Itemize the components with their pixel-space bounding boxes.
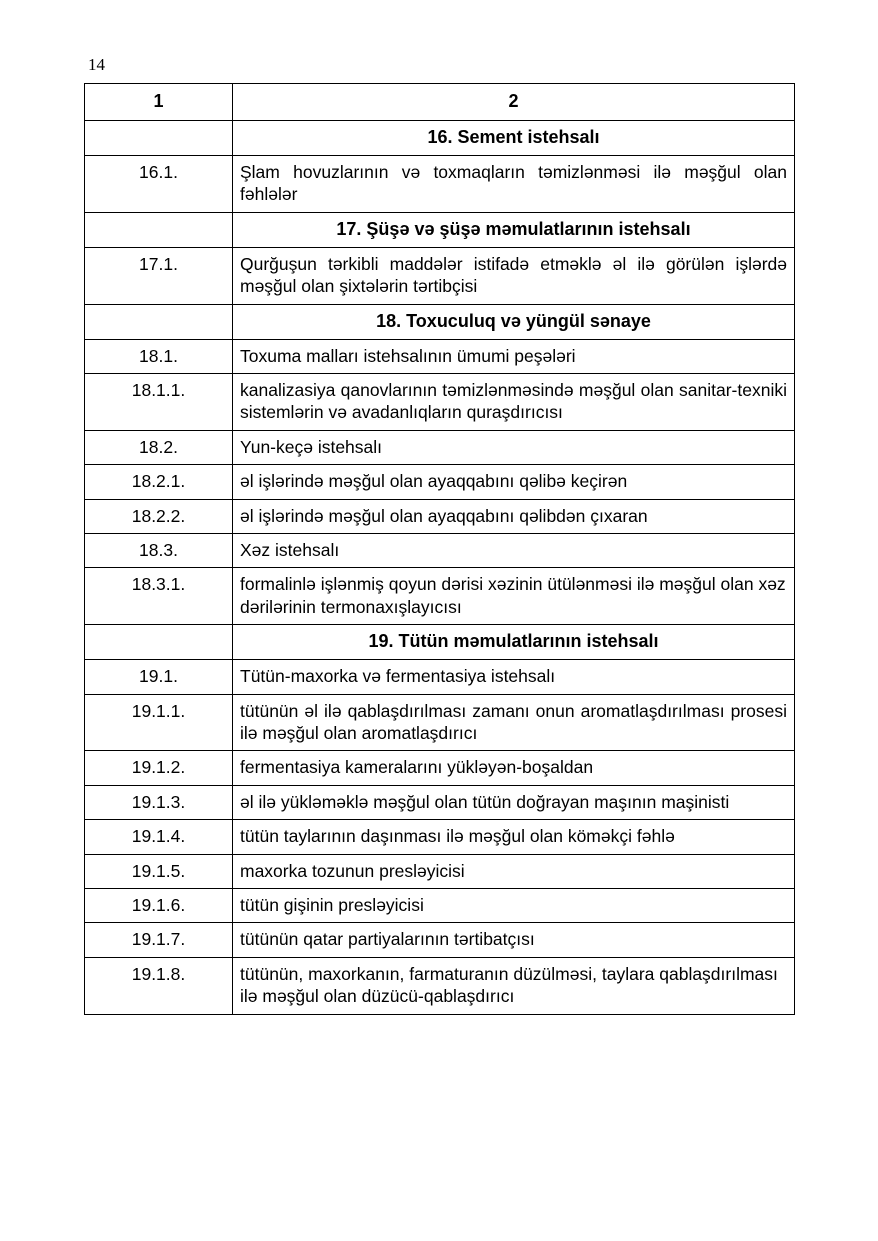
section-title: 18. Toxuculuq və yüngül sənaye (233, 304, 795, 339)
row-description: Toxuma malları istehsalının ümumi peşələri (233, 339, 795, 373)
table-header-row (85, 84, 795, 121)
column-header-2: 2 (233, 84, 795, 121)
row-code: 19.1.7. (85, 923, 233, 957)
section-title: 17. Şüşə və şüşə məmulatlarının istehsalı (233, 212, 795, 247)
row-code: 18.2.1. (85, 465, 233, 499)
row-code: 18.3.1. (85, 568, 233, 625)
row-description: Xəz istehsalı (233, 534, 795, 568)
row-code: 19.1.8. (85, 957, 233, 1014)
row-code: 19.1. (85, 660, 233, 694)
table-row (85, 888, 795, 922)
table-row (85, 430, 795, 464)
row-description: Şlam hovuzlarının və toxmaqların təmizlənməsi ilə məşğul olan fəhlələr (233, 156, 795, 213)
row-code (85, 625, 233, 660)
table-row (85, 247, 795, 304)
row-description: tütünün qatar partiyalarının tərtibatçısı (233, 923, 795, 957)
table-row (85, 751, 795, 785)
row-code: 19.1.1. (85, 694, 233, 751)
section-title: 19. Tütün məmulatlarının istehsalı (233, 625, 795, 660)
row-code: 19.1.4. (85, 820, 233, 854)
row-description: tütünün əl ilə qablaşdırılması zamanı onun aromatlaşdırılması prosesi ilə məşğul olan aromatlaşdırıcı (233, 694, 795, 751)
table-row (85, 785, 795, 819)
row-description: Tütün-maxorka və fermentasiya istehsalı (233, 660, 795, 694)
section-row (85, 304, 795, 339)
table-row (85, 568, 795, 625)
table-row (85, 465, 795, 499)
row-description: əl işlərində məşğul olan ayaqqabını qəlibdən çıxaran (233, 499, 795, 533)
row-code: 17.1. (85, 247, 233, 304)
row-description: əl işlərində məşğul olan ayaqqabını qəlibə keçirən (233, 465, 795, 499)
row-code: 18.2. (85, 430, 233, 464)
column-header-1: 1 (85, 84, 233, 121)
row-code: 18.2.2. (85, 499, 233, 533)
table-row (85, 499, 795, 533)
row-description: formalinlə işlənmiş qoyun dərisi xəzinin ütülənməsi ilə məşğul olan xəz dərilərinin termonaxışlayıcısı (233, 568, 795, 625)
table-row (85, 854, 795, 888)
row-description: əl ilə yükləməklə məşğul olan tütün doğrayan maşının maşinisti (233, 785, 795, 819)
occupations-table (84, 83, 795, 1015)
row-code: 18.1.1. (85, 374, 233, 431)
table-body (85, 84, 795, 1015)
row-code (85, 212, 233, 247)
table-row (85, 660, 795, 694)
row-description: kanalizasiya qanovlarının təmizlənməsində məşğul olan sanitar-texniki sistemlərin və avadanlıqların quraşdırıcısı (233, 374, 795, 431)
row-code: 18.3. (85, 534, 233, 568)
row-code: 18.1. (85, 339, 233, 373)
table-row (85, 374, 795, 431)
page-number: 14 (88, 55, 105, 74)
row-code: 19.1.3. (85, 785, 233, 819)
table-row (85, 694, 795, 751)
row-code: 19.1.2. (85, 751, 233, 785)
row-description: tütün taylarının daşınması ilə məşğul olan köməkçi fəhlə (233, 820, 795, 854)
row-description: fermentasiya kameralarını yükləyən-boşaldan (233, 751, 795, 785)
row-code: 16.1. (85, 156, 233, 213)
row-description: tütünün, maxorkanın, farmaturanın düzülməsi, taylara qablaşdırılması ilə məşğul olan düzücü-qablaşdırıcı (233, 957, 795, 1014)
section-row (85, 212, 795, 247)
section-row (85, 625, 795, 660)
row-description: Qurğuşun tərkibli maddələr istifadə etməklə əl ilə görülən işlərdə məşğul olan şixtələrin tərtibçisi (233, 247, 795, 304)
row-code (85, 121, 233, 156)
row-description: tütün gişinin presləyicisi (233, 888, 795, 922)
table-row (85, 820, 795, 854)
section-title: 16. Sement istehsalı (233, 121, 795, 156)
row-code: 19.1.6. (85, 888, 233, 922)
section-row (85, 121, 795, 156)
table-row (85, 957, 795, 1014)
row-code: 19.1.5. (85, 854, 233, 888)
table-row (85, 923, 795, 957)
table-row (85, 534, 795, 568)
row-description: maxorka tozunun presləyicisi (233, 854, 795, 888)
row-description: Yun-keçə istehsalı (233, 430, 795, 464)
table-row (85, 156, 795, 213)
table-row (85, 339, 795, 373)
row-code (85, 304, 233, 339)
